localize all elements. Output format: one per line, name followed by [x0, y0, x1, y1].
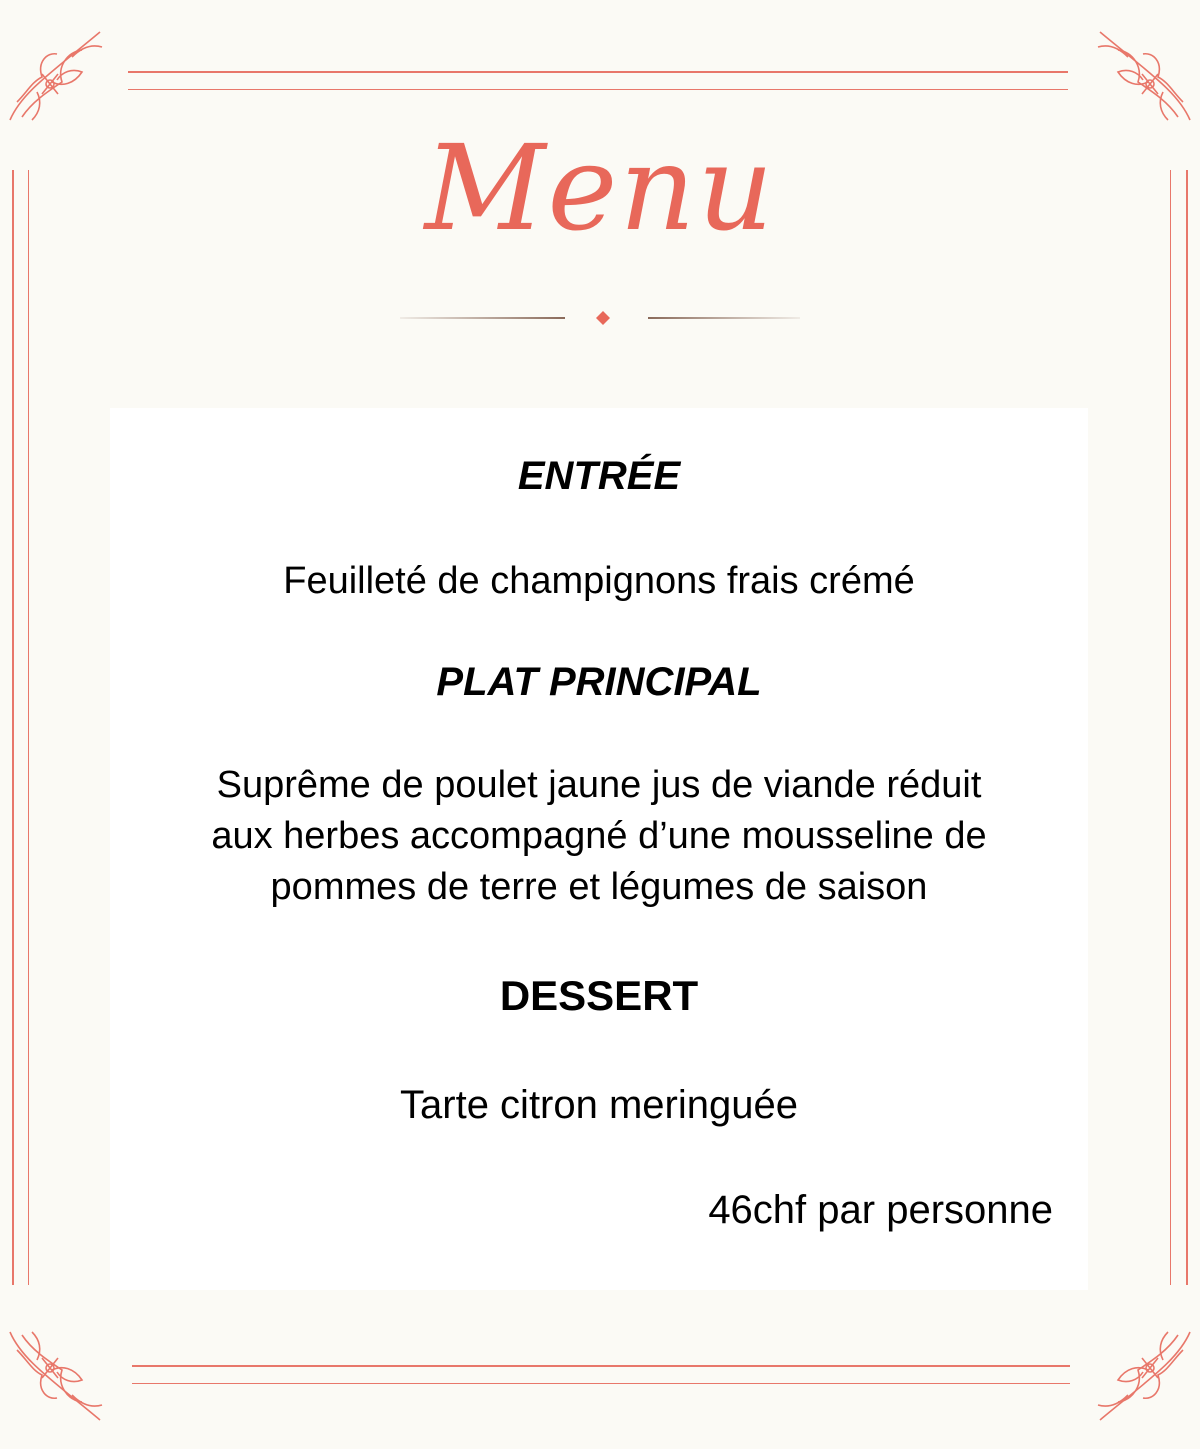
section-heading-entree: ENTRÉE — [517, 454, 681, 498]
flourish-corner-icon — [2, 1320, 112, 1430]
dish-plat-principal-line-3: pommes de terre et légumes de saison — [270, 866, 928, 908]
bottom-border-line-outer — [132, 1365, 1070, 1367]
bottom-border-line-inner — [132, 1383, 1070, 1384]
left-border-line-inner — [28, 170, 29, 1285]
price-label: 46chf par personne — [708, 1188, 1053, 1232]
menu-card — [110, 408, 1088, 1290]
top-border-line-inner — [128, 89, 1068, 90]
section-heading-dessert: DESSERT — [499, 972, 699, 1019]
right-border-line-inner — [1170, 170, 1171, 1285]
flourish-corner-icon — [2, 22, 112, 132]
dish-entree: Feuilleté de champignons frais crémé — [283, 560, 915, 602]
dish-plat-principal-line-1: Suprême de poulet jaune jus de viande réduit — [216, 764, 982, 806]
dish-dessert: Tarte citron meringuée — [400, 1083, 798, 1127]
left-border-line-outer — [12, 170, 14, 1285]
section-heading-plat-principal: PLAT PRINCIPAL — [436, 660, 762, 704]
menu-title: Menu — [424, 119, 776, 257]
right-border-line-outer — [1186, 170, 1188, 1285]
diamond-icon — [596, 311, 610, 325]
title-divider — [400, 300, 800, 336]
top-border-line-outer — [128, 71, 1068, 73]
dish-plat-principal-line-2: aux herbes accompagné d’une mousseline de — [211, 815, 987, 857]
flourish-corner-icon — [1088, 22, 1198, 132]
flourish-corner-icon — [1088, 1320, 1198, 1430]
